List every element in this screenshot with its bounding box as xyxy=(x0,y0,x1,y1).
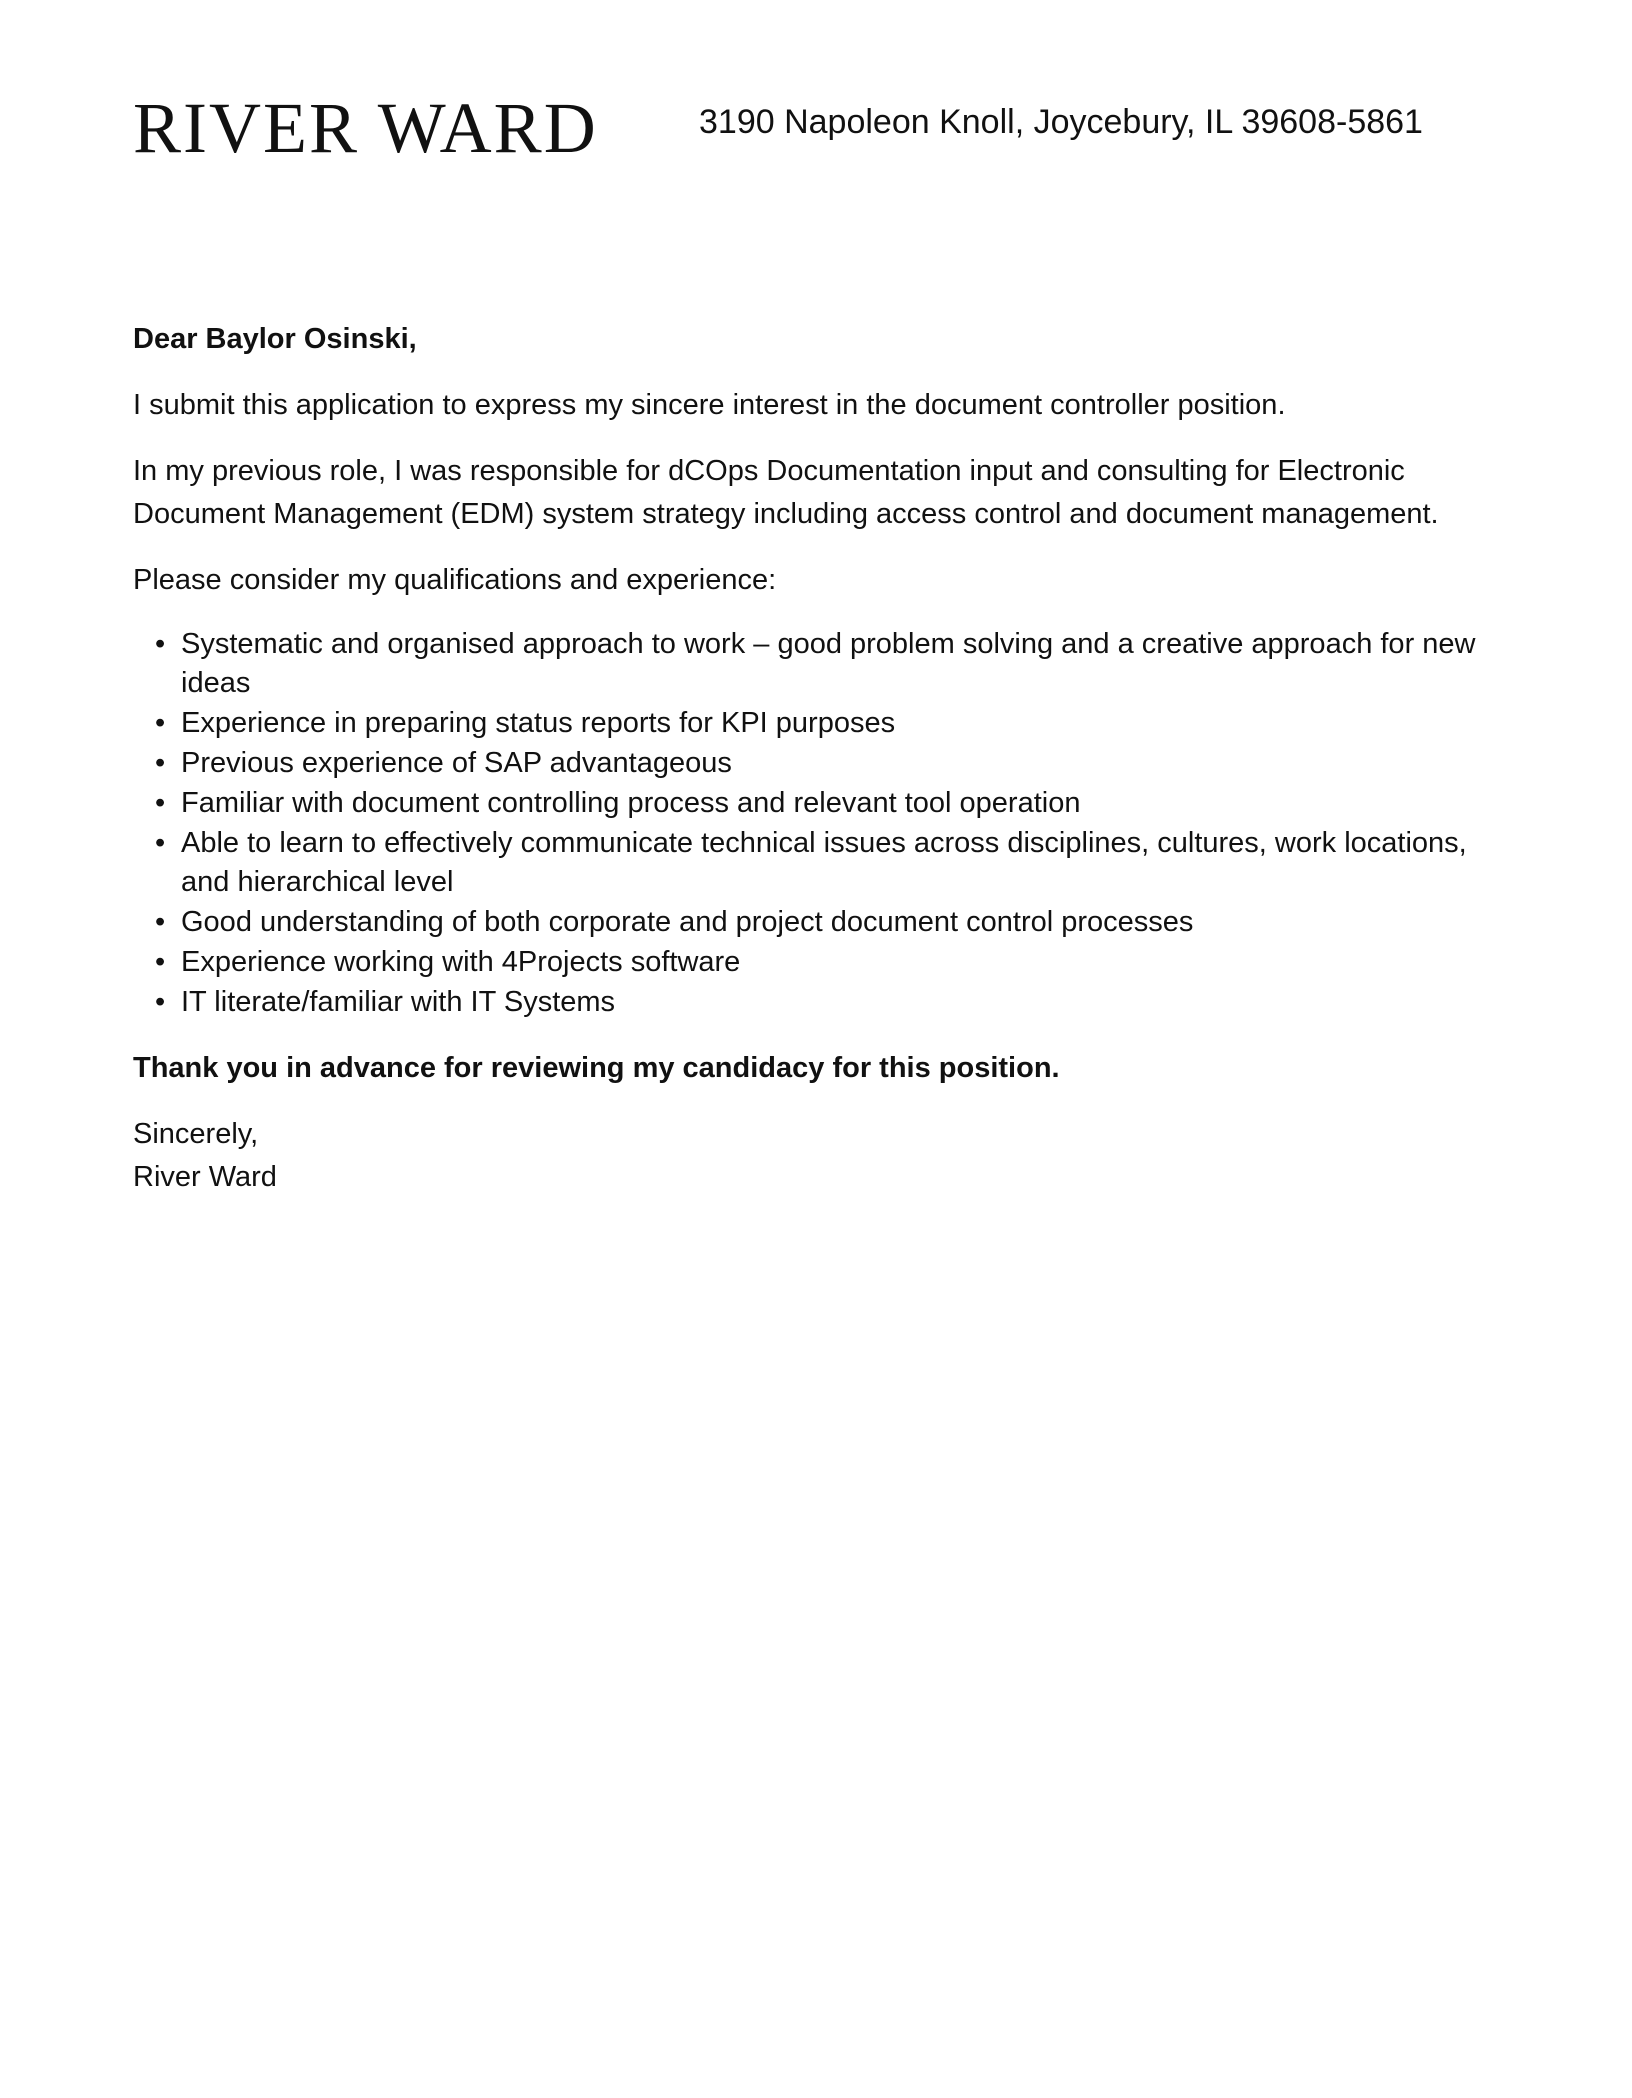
bullet-icon: • xyxy=(155,986,166,1018)
bullet-icon: • xyxy=(155,707,166,739)
list-item xyxy=(155,744,1503,783)
bullet-icon: • xyxy=(155,946,166,978)
list-item-text: Systematic and organised approach to work – good problem solving and a creative approach for new ideas xyxy=(181,628,1476,699)
signature-name: River Ward xyxy=(133,1161,277,1193)
bullet-icon: • xyxy=(155,906,166,938)
list-item-text: Experience in preparing status reports for KPI purposes xyxy=(181,707,896,739)
greeting: Dear Baylor Osinski, xyxy=(133,323,417,355)
applicant-name: RIVER WARD xyxy=(133,88,598,168)
list-item-text: Able to learn to effectively communicate technical issues across disciplines, cultures, work locations, and hierarchical level xyxy=(181,827,1467,898)
list-item xyxy=(155,625,1503,703)
qualifications-intro: Please consider my qualifications and experience: xyxy=(133,564,777,596)
bullet-icon: • xyxy=(155,787,166,819)
list-item xyxy=(155,903,1503,942)
letter-body xyxy=(133,318,1503,1199)
list-item xyxy=(155,784,1503,823)
bullet-icon: • xyxy=(155,747,166,779)
list-item xyxy=(155,824,1503,902)
list-item-text: Familiar with document controlling process and relevant tool operation xyxy=(181,787,1081,819)
list-item xyxy=(155,943,1503,982)
list-item-text: Good understanding of both corporate and project document control processes xyxy=(181,906,1194,938)
signoff: Sincerely, xyxy=(133,1118,259,1150)
intro-paragraph: I submit this application to express my sincere interest in the document controller position. xyxy=(133,389,1286,421)
list-item-text: Previous experience of SAP advantageous xyxy=(181,747,732,779)
list-item xyxy=(155,983,1503,1022)
applicant-address: 3190 Napoleon Knoll, Joycebury, IL 39608-5861 xyxy=(699,103,1423,141)
bullet-icon: • xyxy=(155,827,166,859)
qualifications-list xyxy=(133,625,1503,1022)
letter-header xyxy=(133,88,1503,168)
list-item xyxy=(155,704,1503,743)
bullet-icon: • xyxy=(155,628,166,660)
list-item-text: Experience working with 4Projects software xyxy=(181,946,741,978)
closing-line: Thank you in advance for reviewing my candidacy for this position. xyxy=(133,1052,1060,1084)
list-item-text: IT literate/familiar with IT Systems xyxy=(181,986,616,1018)
experience-paragraph: In my previous role, I was responsible for dCOps Documentation input and consulting for Electronic Document Management (EDM) system strategy including access control and document management. xyxy=(133,455,1439,530)
